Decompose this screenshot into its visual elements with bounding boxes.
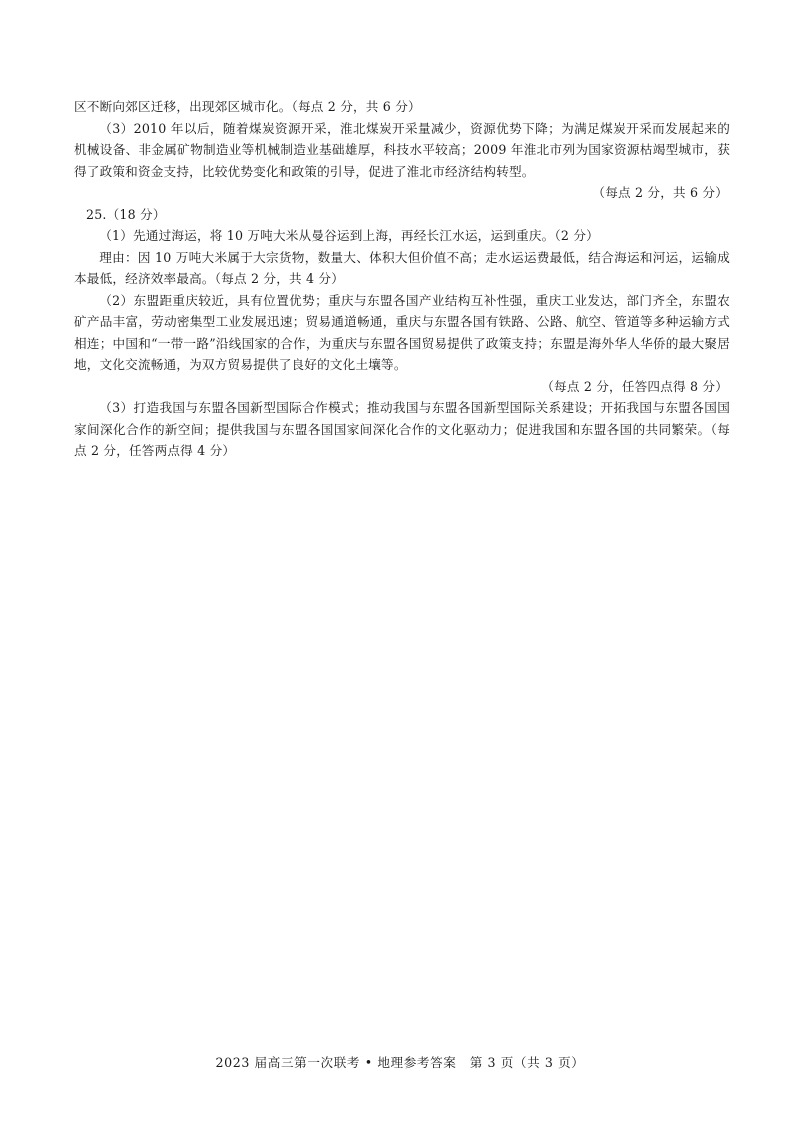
q25-header: 25.（18 分） [86, 206, 166, 222]
q24-part3-text: （3）2010 年以后，随着煤炭资源开采，淮北煤炭开采量减少，资源优势下降；为满足煤炭开采而发展起来的机械设备、非金属矿物制造业等机械制造业基础雄厚，科技水平较高；2009 年淮北市列为国家资源枯竭型城市，获得了政策和资金支持，比较优势变化和政策的引导，促进了淮北市经济结构转型。 [74, 120, 730, 179]
q25-part3-text: （3）打造我国与东盟各国新型国际合作模式；推动我国与东盟各国新型国际关系建设；开拓我国与东盟各国国家间深化合作的新空间；提供我国与东盟各国国家间深化合作的文化驱动力；促进我国和东盟各国的共同繁荣。（每点 2 分，任答两点得 4 分） [74, 400, 730, 458]
q25-part1-reason: 理由：因 10 万吨大米属于大宗货物，数量大、体积大但价值不高；走水运运费最低，结合海运和河运，运输成本最低，经济效率最高。（每点 2 分，共 4 分） [74, 249, 730, 286]
q24-part2-tail: 区不断向郊区迁移，出现郊区城市化。（每点 2 分，共 6 分） [74, 99, 421, 114]
q24-part3-score: （每点 2 分，共 6 分） [592, 185, 728, 200]
page-footer: 2023 届高三第一次联考 • 地理参考答案 第 3 页（共 3 页） [215, 1055, 585, 1070]
q25-part1-text: （1）先通过海运，将 10 万吨大米从曼谷运到上海，再经长江水运，运到重庆。（2 分） [99, 228, 599, 243]
q25-part2-score: （每点 2 分，任答四点得 8 分） [541, 378, 728, 394]
answer-content [74, 96, 730, 462]
q25-part2-text: （2）东盟距重庆较近，具有位置优势；重庆与东盟各国产业结构互补性强，重庆工业发达，部门齐全，东盟农矿产品丰富，劳动密集型工业发展迅速；贸易通道畅通，重庆与东盟各国有铁路、公路、航空、管道等多种运输方式相连；中国和“一带一路”沿线国家的合作，为重庆与东盟各国贸易提供了政策支持；东盟是海外华人华侨的最大聚居地，文化交流畅通，为双方贸易提供了良好的文化土壤等。 [74, 292, 730, 372]
